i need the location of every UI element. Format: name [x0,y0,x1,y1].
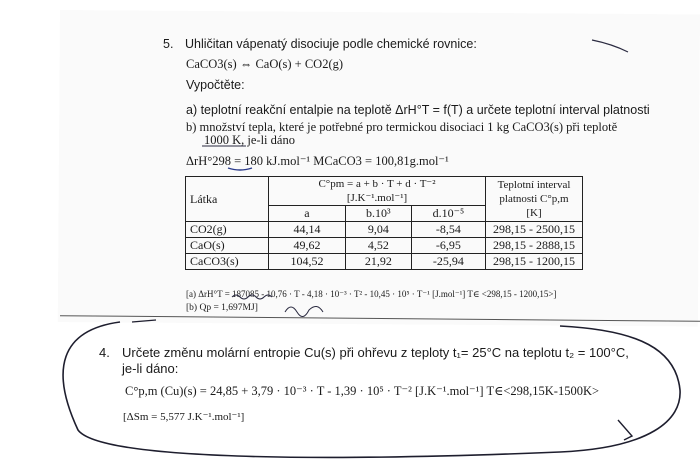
pen-tick-mark [618,420,632,440]
problem4-line2: je-li dáno: [122,361,179,376]
row-d: -25,94 [411,254,485,270]
problem5-equation: CaCO3(s) ⇔ CaO(s) + CO2(g) [186,57,344,71]
cp-data-table [185,176,583,270]
header-interval [486,177,583,222]
row-d: -8,54 [411,222,485,238]
header-cp-formula: C°pm = a + b · T + d · T⁻² [318,178,436,190]
subheader-b: b.10³ [345,206,411,222]
problem5-task-a: a) teplotní reakční entalpie na teplotě ΔrH°T = f(T) a určete teplotní interval platnosti [186,103,650,117]
problem5-calculate: Vypočtěte: [186,78,245,92]
table-row [186,254,583,270]
problem4-answer: [ΔSm = 5,577 J.K⁻¹.mol⁻¹] [123,411,245,423]
problem5-task-b-line1: b) množství tepla, které je potřebné pro termickou disociaci 1 kg CaCO3(s) při teplotě [186,120,618,134]
header-interval-line1: Teplotní interval [497,179,571,191]
table-row [186,222,583,238]
row-substance: CO2(g) [186,222,269,238]
problem5-number: 5. [163,37,174,51]
row-a: 104,52 [269,254,346,270]
row-substance: CaCO3(s) [186,254,269,270]
row-substance: CaO(s) [186,238,269,254]
problem4-number: 4. [99,345,110,360]
subheader-d: d.10⁻⁵ [411,206,485,222]
problem5-task-b-line2: 1000 K, je-li dáno [204,133,295,147]
problem5-answer-b: [b) Qp = 1,697MJ] [186,303,258,313]
row-interval: 298,15 - 2888,15 [486,238,583,254]
header-substance: Látka [186,177,269,222]
row-b: 9,04 [345,222,411,238]
row-d: -6,95 [411,238,485,254]
subheader-a: a [269,206,346,222]
problem5-heading [163,37,477,51]
row-b: 21,92 [345,254,411,270]
row-a: 44,14 [269,222,346,238]
table-row [186,238,583,254]
problem5-intro: Uhličitan vápenatý disociuje podle chemické rovnice: [185,37,477,51]
header-cp [269,177,486,206]
problem5-answer-a: [a) ΔrH°T = 187085 - 10,76 · T - 4,18 · 10⁻³ · T² - 10,45 · 10⁵ · T⁻¹ [J.mol⁻¹] T∈ <298,15 - 1200,15>] [186,289,557,299]
problem4-line1: Určete změnu molární entropie Cu(s) při ohřevu z teploty t₁= 25°C na teplotu t₂ = 100°C, [122,345,629,360]
row-a: 49,62 [269,238,346,254]
problem5-given: ΔrH°298 = 180 kJ.mol⁻¹ MCaCO3 = 100,81g.mol⁻¹ [186,154,449,168]
header-cp-units: [J.K⁻¹.mol⁻¹] [346,192,408,204]
problem4-equation: C°p,m (Cu)(s) = 24,85 + 3,79 · 10⁻³ · T - 1,39 · 10⁵ · T⁻² [J.K⁻¹.mol⁻¹] T∈<298,15K-1500K> [125,384,600,398]
row-interval: 298,15 - 2500,15 [486,222,583,238]
header-interval-line3: [K] [526,207,542,219]
table-header-row [186,177,583,206]
row-interval: 298,15 - 1200,15 [486,254,583,270]
header-interval-line2: platnosti C°p,m [499,193,569,205]
row-b: 4,52 [345,238,411,254]
